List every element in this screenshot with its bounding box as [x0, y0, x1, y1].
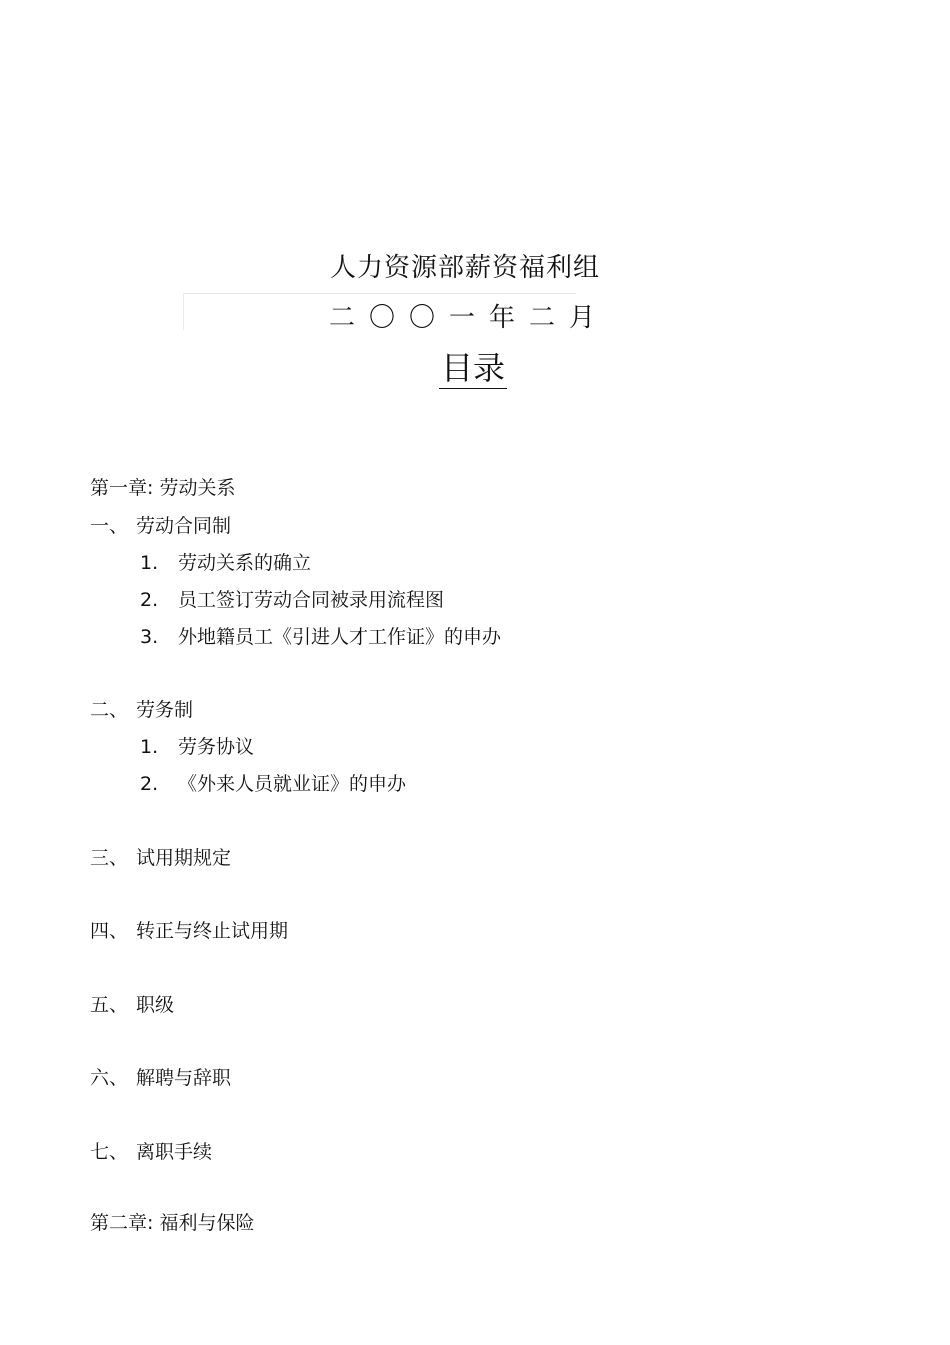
toc-section-text: 试用期规定 — [136, 847, 232, 869]
toc-item-1-3 — [140, 624, 501, 650]
toc-item-text: 员工签订劳动合同被录用流程图 — [178, 589, 445, 611]
toc-section-number: 三、 — [90, 847, 129, 869]
toc-item-text: 劳动关系的确立 — [178, 552, 312, 574]
document-date: 二〇〇一年二月 — [328, 303, 609, 333]
toc-chapter-text: 第二章: 福利与保险 — [90, 1212, 255, 1234]
toc-item-text: 外地籍员工《引进人才工作证》的申办 — [178, 626, 502, 648]
toc-section-6 — [90, 1065, 231, 1091]
toc-section-text: 离职手续 — [136, 1141, 213, 1163]
toc-item-1-2 — [140, 587, 444, 613]
toc-heading — [0, 346, 946, 390]
toc-item-number: 1. — [140, 552, 159, 574]
toc-section-text: 解聘与辞职 — [136, 1067, 232, 1089]
toc-section-3 — [90, 845, 231, 871]
toc-item-2-1 — [140, 734, 254, 760]
toc-item-number: 2. — [140, 773, 159, 795]
toc-item-number: 1. — [140, 736, 159, 758]
department-title: 人力资源部薪资福利组 — [329, 253, 600, 283]
toc-section-5 — [90, 992, 174, 1018]
toc-section-number: 七、 — [90, 1141, 129, 1163]
toc-section-text: 劳务制 — [136, 699, 194, 721]
toc-chapter-1 — [90, 475, 235, 501]
toc-heading-text: 目录 — [440, 349, 505, 387]
toc-section-number: 一、 — [90, 515, 129, 537]
toc-section-4 — [90, 918, 288, 944]
toc-section-1 — [90, 513, 231, 539]
toc-section-number: 五、 — [90, 994, 129, 1016]
toc-section-number: 六、 — [90, 1067, 129, 1089]
toc-section-7 — [90, 1139, 212, 1165]
toc-item-2-2 — [140, 771, 406, 797]
toc-chapter-text: 第一章: 劳动关系 — [90, 477, 236, 499]
toc-section-2 — [90, 697, 193, 723]
toc-section-text: 职级 — [136, 994, 175, 1016]
toc-item-number: 2. — [140, 589, 159, 611]
toc-section-number: 四、 — [90, 920, 129, 942]
toc-chapter-2 — [90, 1210, 254, 1236]
toc-section-text: 转正与终止试用期 — [136, 920, 289, 942]
toc-item-text: 劳务协议 — [178, 736, 255, 758]
toc-section-number: 二、 — [90, 699, 129, 721]
toc-section-text: 劳动合同制 — [136, 515, 232, 537]
toc-item-text: 《外来人员就业证》的申办 — [178, 773, 407, 795]
toc-item-1-1 — [140, 550, 311, 576]
toc-item-number: 3. — [140, 626, 159, 648]
